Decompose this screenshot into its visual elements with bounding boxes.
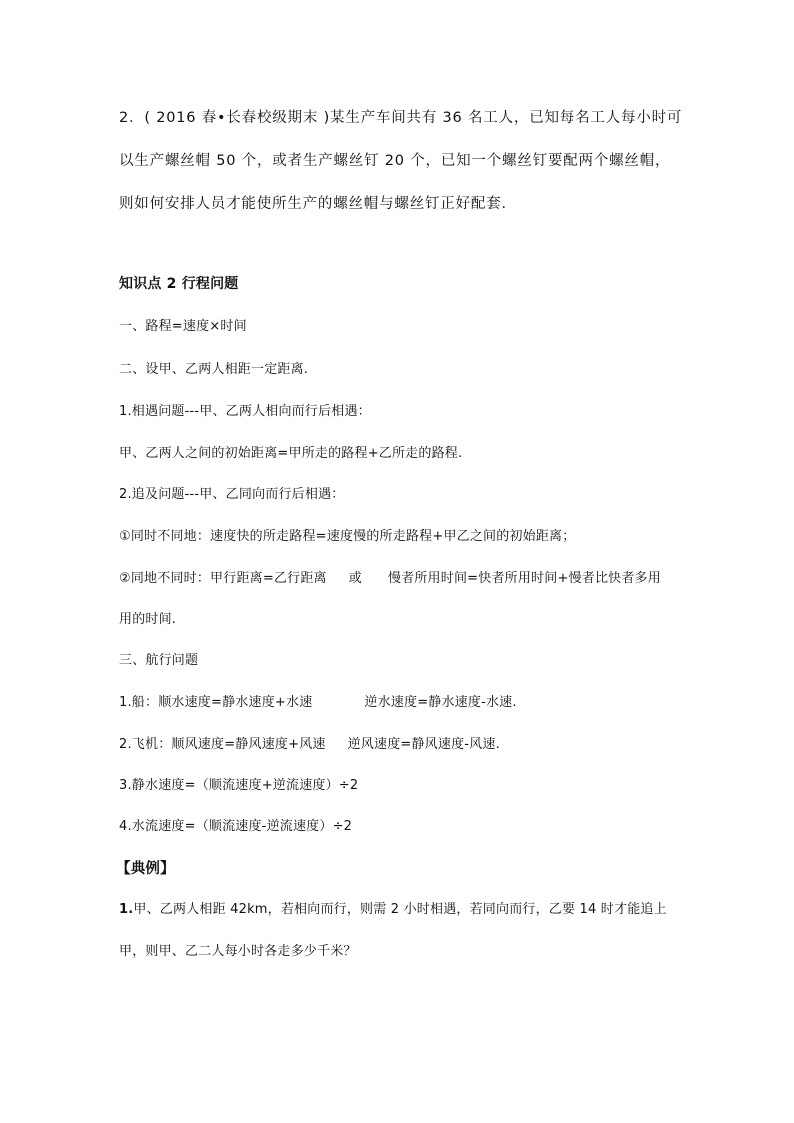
- water-flow-speed: 4.水流速度=（顺流速度-逆流速度）÷2: [119, 819, 353, 834]
- meet-problem-title: 1.相遇问题---甲、乙两人相向而行后相遇：: [119, 404, 371, 419]
- boat-formulas: [119, 694, 517, 712]
- boat-downstream: 1.船：顺水速度=静水速度+水速: [119, 695, 313, 710]
- meet-problem-formula: 甲、乙两人之间的初始距离=甲所走的路程+乙所走的路程.: [119, 446, 463, 461]
- item-distance-formula: 一、路程=速度×时间: [119, 319, 247, 334]
- plane-tailwind: 2.飞机：顺风速度=静风速度+风速: [119, 737, 326, 752]
- problem-2-line-3: 则如何安排人员才能使所生产的螺丝帽与螺丝钉正好配套．: [119, 196, 517, 212]
- chase-case-1: ①同时不同地：速度快的所走路程=速度慢的所走路程+甲乙之间的初始距离；: [119, 529, 576, 544]
- example-heading: 【典例】: [116, 861, 175, 877]
- chase-case-2-left: ②同地不同时：甲行距离=乙行距离: [119, 571, 327, 586]
- example-1-number: 1.: [119, 902, 134, 917]
- section-title: 知识点 2 行程问题: [119, 276, 239, 292]
- chase-case-2-continued: 用的时间.: [119, 612, 177, 627]
- chase-case-2: [119, 570, 661, 588]
- example-1-text: 甲、乙两人相距 42km，若相向而行，则需 2 小时相遇，若同向而行，乙要 14 时才能追上: [133, 902, 667, 917]
- problem-2-line-2: 以生产螺丝帽 50 个，或者生产螺丝钉 20 个，已知一个螺丝钉要配两个螺丝帽，: [119, 153, 671, 169]
- item-two-people: 二、设甲、乙两人相距一定距离.: [119, 362, 309, 377]
- chase-problem-title: 2.追及问题---甲、乙同向而行后相遇：: [119, 487, 345, 502]
- example-1-line-2: 甲，则甲、乙二人每小时各走多少千米？: [119, 944, 357, 959]
- still-water-speed: 3.静水速度=（顺流速度+逆流速度）÷2: [119, 778, 359, 793]
- plane-formulas: [119, 736, 500, 754]
- chase-case-2-or: 或: [348, 571, 362, 586]
- example-1-line-1: [119, 901, 667, 919]
- plane-headwind: 逆风速度=静风速度-风速.: [347, 737, 500, 752]
- boat-upstream: 逆水速度=静水速度-水速.: [364, 695, 517, 710]
- chase-case-2-right: 慢者所用时间=快者所用时间+慢者比快者多用: [387, 571, 661, 586]
- problem-2-line-1: 2．( 2016 春•长春校级期末 )某生产车间共有 36 名工人，已知每名工人每小时可: [119, 110, 683, 126]
- item-navigation: 三、航行问题: [119, 653, 199, 668]
